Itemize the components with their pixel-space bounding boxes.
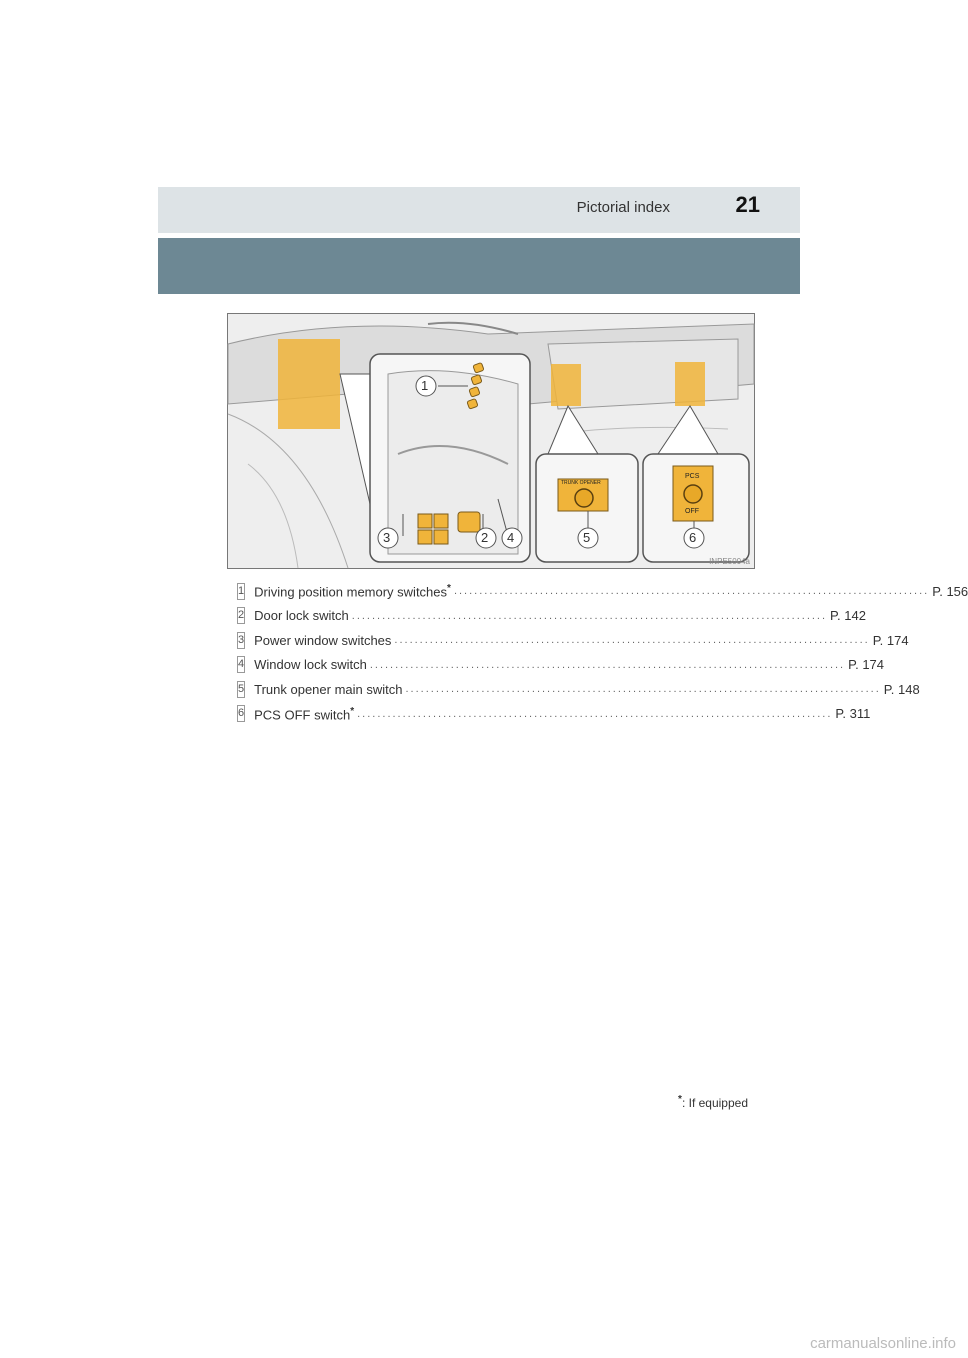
pcs-label: PCS [685, 473, 700, 480]
section-title: Pictorial index [576, 199, 670, 216]
trunk-opener-label: TRUNK OPENER [561, 480, 601, 486]
page-reference[interactable]: P. 174 [848, 657, 885, 673]
leader-dots: .............................................................................................. [453, 585, 930, 598]
footnote [678, 1094, 748, 1110]
list-item [237, 677, 920, 702]
callout-5: 5 [583, 530, 591, 545]
item-list [237, 579, 968, 726]
item-label: Trunk opener main switch [254, 681, 403, 697]
footnote-star: * [678, 1094, 682, 1105]
callout-6: 6 [689, 530, 697, 545]
list-item [237, 702, 871, 727]
item-number: 6 [237, 705, 245, 722]
list-item [237, 604, 866, 629]
page-reference[interactable]: P. 311 [835, 706, 871, 722]
interior-illustration [227, 313, 755, 569]
item-number: 3 [237, 632, 245, 649]
callout-4: 4 [507, 530, 515, 545]
off-label: OFF [685, 508, 699, 515]
figure-code: INPE5004a [709, 557, 750, 566]
leader-dots: .............................................................................................. [405, 683, 881, 696]
item-label: Power window switches [254, 632, 392, 648]
item-number: 2 [237, 607, 245, 624]
callout-3: 3 [383, 530, 391, 545]
illustration-svg [228, 314, 754, 568]
leader-dots: .............................................................................................. [369, 658, 846, 671]
list-item [237, 628, 909, 653]
page-reference[interactable]: P. 174 [872, 632, 909, 648]
page-reference[interactable]: P. 156 [932, 583, 968, 599]
page-number: 21 [735, 192, 760, 217]
list-item [237, 579, 968, 604]
leader-dots: .............................................................................................. [357, 707, 833, 720]
watermark: carmanualsonline.info [810, 1335, 956, 1352]
page-header [158, 187, 800, 233]
page-reference[interactable]: P. 148 [883, 681, 920, 697]
item-number: 5 [237, 681, 245, 698]
item-number: 4 [237, 656, 245, 673]
footnote-text: : If equipped [681, 1096, 748, 1110]
item-number: 1 [237, 583, 245, 600]
item-label: Window lock switch [254, 657, 367, 673]
page-reference[interactable]: P. 142 [830, 608, 866, 624]
leader-dots: .............................................................................................. [351, 609, 828, 622]
list-item [237, 653, 885, 678]
item-label: Driving position memory switches* [254, 583, 451, 600]
callout-1: 1 [421, 378, 429, 393]
leader-dots: .............................................................................................. [394, 634, 870, 647]
item-label: Door lock switch [254, 608, 349, 624]
item-label: PCS OFF switch* [254, 705, 355, 722]
callout-2: 2 [481, 530, 489, 545]
header-band [158, 238, 800, 294]
